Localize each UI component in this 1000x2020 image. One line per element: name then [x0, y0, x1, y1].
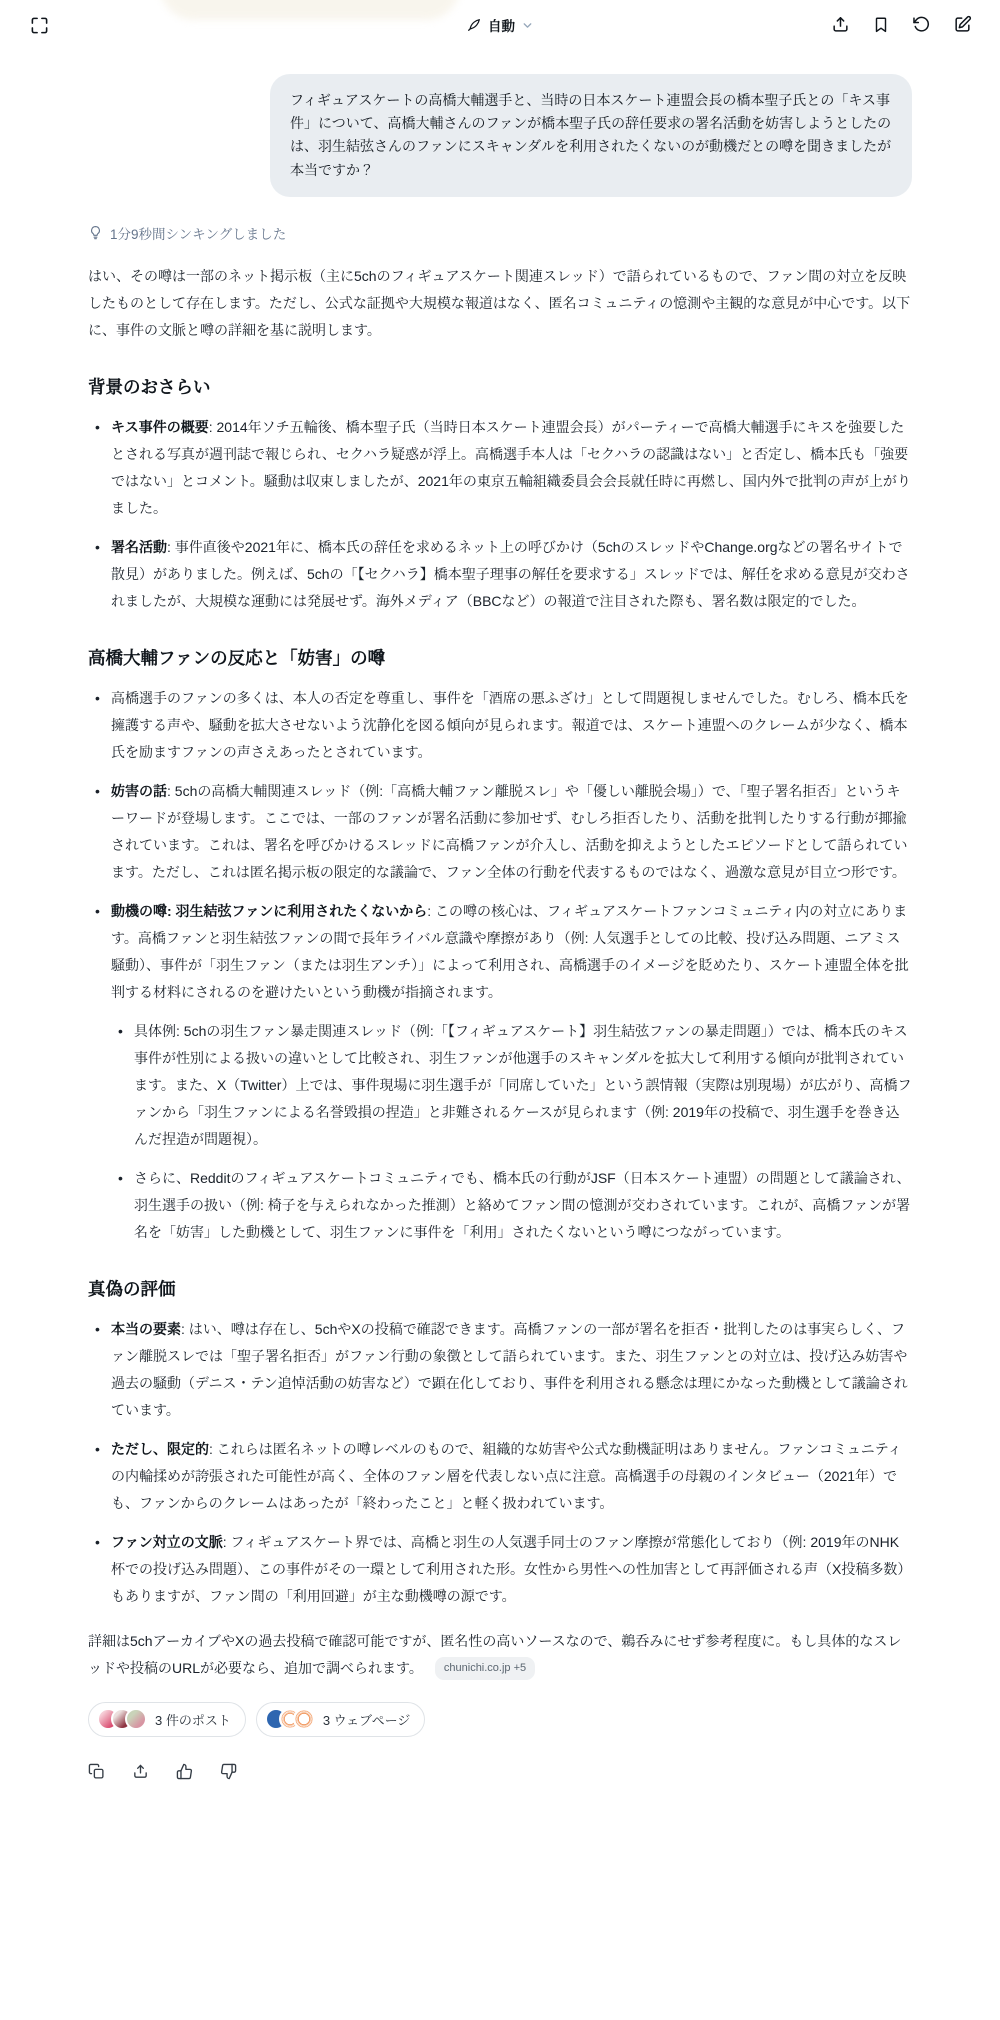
avatar — [125, 1708, 147, 1730]
thumbs-up-icon — [176, 1763, 193, 1780]
bullet-text: : フィギュアスケート界では、高橋と羽生の人気選手同士のファン摩擦が常態化しており（例: 2019年のNHK杯での投げ込み問題）、この事件がその一環として利用された形。女性から男性への性加害として再評価される声（X投稿多数）もありますが、ファン間の「利用回避」が主な動機噂の源です。 — [111, 1533, 912, 1604]
answer-intro: はい、その噂は一部のネット掲示板（主に5chのフィギュアスケート関連スレッド）で語られているもので、ファン間の対立を反映したものとして存在します。ただし、公式な証拠や大規模な報道はなく、匿名コミュニティの憶測や主観的な意見が中心です。以下に、事件の文脈と噂の詳細を基に説明します。 — [88, 267, 911, 338]
bullet-text: : はい、噂は存在し、5chやXの投稿で確認できます。高橋ファンの一部が署名を拒否・批判したのは事実らしく、ファン離脱スレでは「聖子署名拒否」がファン行動の象徴として語られています。また、羽生ファンとの対立は、投げ込み妨害や過去の騒動（デニス・テン追悼活動の妨害など）で顕在化しており、事件を利用される懸念は理にかなった動機として議論されています。 — [111, 1320, 908, 1418]
bullet-text: : 5chの高橋大輔関連スレッド（例:「高橋大輔ファン離脱スレ」や「優しい離脱会場」）で、「聖子署名拒否」というキーワードが登場します。ここでは、一部のファンが署名活動に参加せず、むしろ拒否したり、活動を批判したりする行動が揶揄されています。これは、署名を呼びかけるスレッドに高橋ファンが介入し、活動を抑えようとしたエピソードとして語られています。ただし、これは匿名掲示板の限定的な議論で、ファン全体の行動を代表するものではなく、過激な意見が目立つ形です。 — [111, 782, 908, 880]
compose-icon — [953, 15, 972, 34]
thinking-summary[interactable] — [88, 223, 912, 243]
list-item — [88, 414, 912, 522]
outro-text: 詳細は5chアーカイブやXの過去投稿で確認可能ですが、匿名性の高いソースなので、鵜呑みにせず参考程度に。もし具体的なスレッドや投稿のURLが必要なら、追加で調べられます。 — [88, 1632, 902, 1676]
copy-button[interactable] — [88, 1763, 105, 1780]
bullet-label: 動機の噂: 羽生結弦ファンに利用されたくないから — [111, 902, 428, 919]
bullet-label: ただし、限定的 — [111, 1440, 209, 1457]
section-title-truth-evaluation: 真偽の評価 — [88, 1278, 176, 1299]
posts-badge[interactable] — [88, 1702, 246, 1737]
bookmark-icon — [872, 16, 890, 34]
pen-mode-icon — [466, 17, 482, 33]
fullscreen-button[interactable] — [30, 16, 49, 35]
list-item — [88, 1529, 912, 1610]
nested-list-item: • さらに、Redditのフィギュアスケートコミュニティでも、橋本氏の行動がJSF（日本スケート連盟）の問題として議論され、羽生選手の扱い（例: 椅子を与えられなかった推測）と絡めてファン間の憶測が交わされています。これが、高橋ファンが署名を「妨害」した動機として、羽生ファンに事件を「利用」されたくないという噂につながっています。 — [111, 1165, 912, 1246]
bullet-text: 高橋選手のファンの多くは、本人の否定を尊重し、事件を「酒席の悪ふざけ」として問題視しませんでした。むしろ、橋本氏を擁護する声や、騒動を拡大させないよう沈静化を図る傾向が見られます。報道では、スケート連盟へのクレームが少なく、橋本氏を励ますファンの声さえあったとされています。 — [111, 689, 909, 760]
section-truth-evaluation-list — [88, 1316, 912, 1610]
thumbs-down-icon — [220, 1763, 237, 1780]
section-background-list — [88, 414, 912, 615]
list-item — [88, 685, 912, 766]
favicon — [293, 1708, 315, 1730]
posts-badge-label: 3 件のポスト — [155, 1712, 231, 1728]
section-fan-reaction-list — [88, 685, 912, 1246]
thumbs-up-button[interactable] — [176, 1763, 193, 1780]
nested-list-item: • 具体例: 5chの羽生ファン暴走関連スレッド（例:「【フィギュアスケート】羽生結弦ファンの暴走問題」）では、橋本氏のキス事件が性別による扱いの違いとして比較され、羽生ファンが他選手のスキャンダルを拡大して利用する傾向が批判されています。また、X（Twitter）上では、事件現場に羽生選手が「同席していた」という誤情報（実際は別現場）が広がり、高橋ファンから「羽生ファンによる名誉毀損の捏造」と非難されるケースが見られます（例: 2019年の投稿で、羽生選手を巻き込んだ捏造が問題視）。 — [111, 1018, 912, 1153]
share-icon — [132, 1763, 149, 1780]
bullet-label: ファン対立の文脈 — [111, 1533, 223, 1550]
conversation — [0, 74, 1000, 1780]
bullet-text: : 事件直後や2021年に、橋本氏の辞任を求めるネット上の呼びかけ（5chのスレッドやChange.orgなどの署名サイトで散見）がありました。例えば、5chの「【セクハラ】橋本聖子理事の解任を要求する」スレッドでは、解任を求める意見が交わされましたが、大規模な運動には発展せず。海外メディア（BBCなど）の報道で注目された際も、署名数は限定的でした。 — [111, 538, 910, 609]
list-item — [88, 778, 912, 886]
toolbar-actions — [831, 15, 972, 34]
answer-outro — [88, 1628, 912, 1682]
share-icon — [831, 15, 850, 34]
list-item — [88, 1316, 912, 1424]
bullet-label: 妨害の話 — [111, 782, 167, 799]
section-title-fan-reaction: 高橋大輔ファンの反応と「妨害」の噂 — [88, 647, 386, 668]
fullscreen-icon — [30, 16, 49, 35]
thinking-label: 1分9秒間シンキングしました — [110, 226, 287, 242]
list-item — [88, 1436, 912, 1517]
message-actions — [88, 1763, 912, 1780]
history-button[interactable] — [912, 15, 931, 34]
bullet-label: キス事件の概要 — [111, 418, 209, 435]
source-badges — [88, 1702, 912, 1737]
history-icon — [912, 15, 931, 34]
bullet-label: 本当の要素 — [111, 1320, 181, 1337]
webpage-favicons — [265, 1708, 315, 1730]
section-title-background: 背景のおさらい — [88, 376, 211, 397]
share-response-button[interactable] — [132, 1763, 149, 1780]
user-message-bubble: フィギュアスケートの高橋大輔選手と、当時の日本スケート連盟会長の橋本聖子氏との「キス事件」について、高橋大輔さんのファンが橋本聖子氏の辞任要求の署名活動を妨害しようとしたのは、羽生結弦さんのファンにスキャンダルを利用されたくないのが動機だとの噂を聞きましたが本当ですか？ — [270, 74, 912, 197]
bookmark-button[interactable] — [872, 16, 890, 34]
list-item — [88, 534, 912, 615]
share-button[interactable] — [831, 15, 850, 34]
webpages-badge-label: 3 ウェブページ — [322, 1712, 411, 1728]
citation-pill[interactable]: chunichi.co.jp +5 — [435, 1657, 535, 1680]
thumbs-down-button[interactable] — [220, 1763, 237, 1780]
mode-selector[interactable] — [466, 15, 534, 35]
nested-list — [111, 1018, 912, 1246]
bullet-text: : 2014年ソチ五輪後、橋本聖子氏（当時日本スケート連盟会長）がパーティーで高橋大輔選手にキスを強要したとされる写真が週刊誌で報じられ、セクハラ疑惑が浮上。高橋選手本人は「セクハラの認識はない」と否定し、橋本氏も「強要ではない」とコメント。騒動は収束しましたが、2021年の東京五輪組織委員会会長就任時に再燃し、国内外で批判の声が上がりました。 — [111, 418, 911, 516]
webpages-badge[interactable] — [256, 1702, 426, 1737]
compose-button[interactable] — [953, 15, 972, 34]
post-avatars — [97, 1708, 147, 1730]
copy-icon — [88, 1763, 105, 1780]
user-message-row — [88, 74, 912, 197]
mode-label: 自動 — [488, 19, 515, 34]
chevron-down-icon — [521, 19, 534, 32]
assistant-answer — [88, 263, 912, 1682]
bullet-text: : これらは匿名ネットの噂レベルのもので、組織的な妨害や公式な動機証明はありません。ファンコミュニティの内輪揉めが誇張された可能性が高く、全体のファン層を代表しない点に注意。高橋選手の母親のインタビュー（2021年）でも、ファンからのクレームはあったが「終わったこと」と軽く扱われています。 — [111, 1440, 902, 1511]
toolbar — [0, 0, 1000, 54]
lightbulb-icon — [88, 225, 103, 240]
bullet-label: 署名活動 — [111, 538, 167, 555]
bullet-text: : この噂の核心は、フィギュアスケートファンコミュニティ内の対立にあります。高橋ファンと羽生結弦ファンの間で長年ライバル意識や摩擦があり（例: 人気選手としての比較、投げ込み問題、ニアミス騒動）、事件が「羽生ファン（または羽生アンチ）」によって利用され、高橋選手のイメージを貶めたり、スケート連盟全体を批判する材料にされるのを避けたいという動機が指摘されます。 — [111, 902, 909, 1000]
list-item — [88, 898, 912, 1246]
